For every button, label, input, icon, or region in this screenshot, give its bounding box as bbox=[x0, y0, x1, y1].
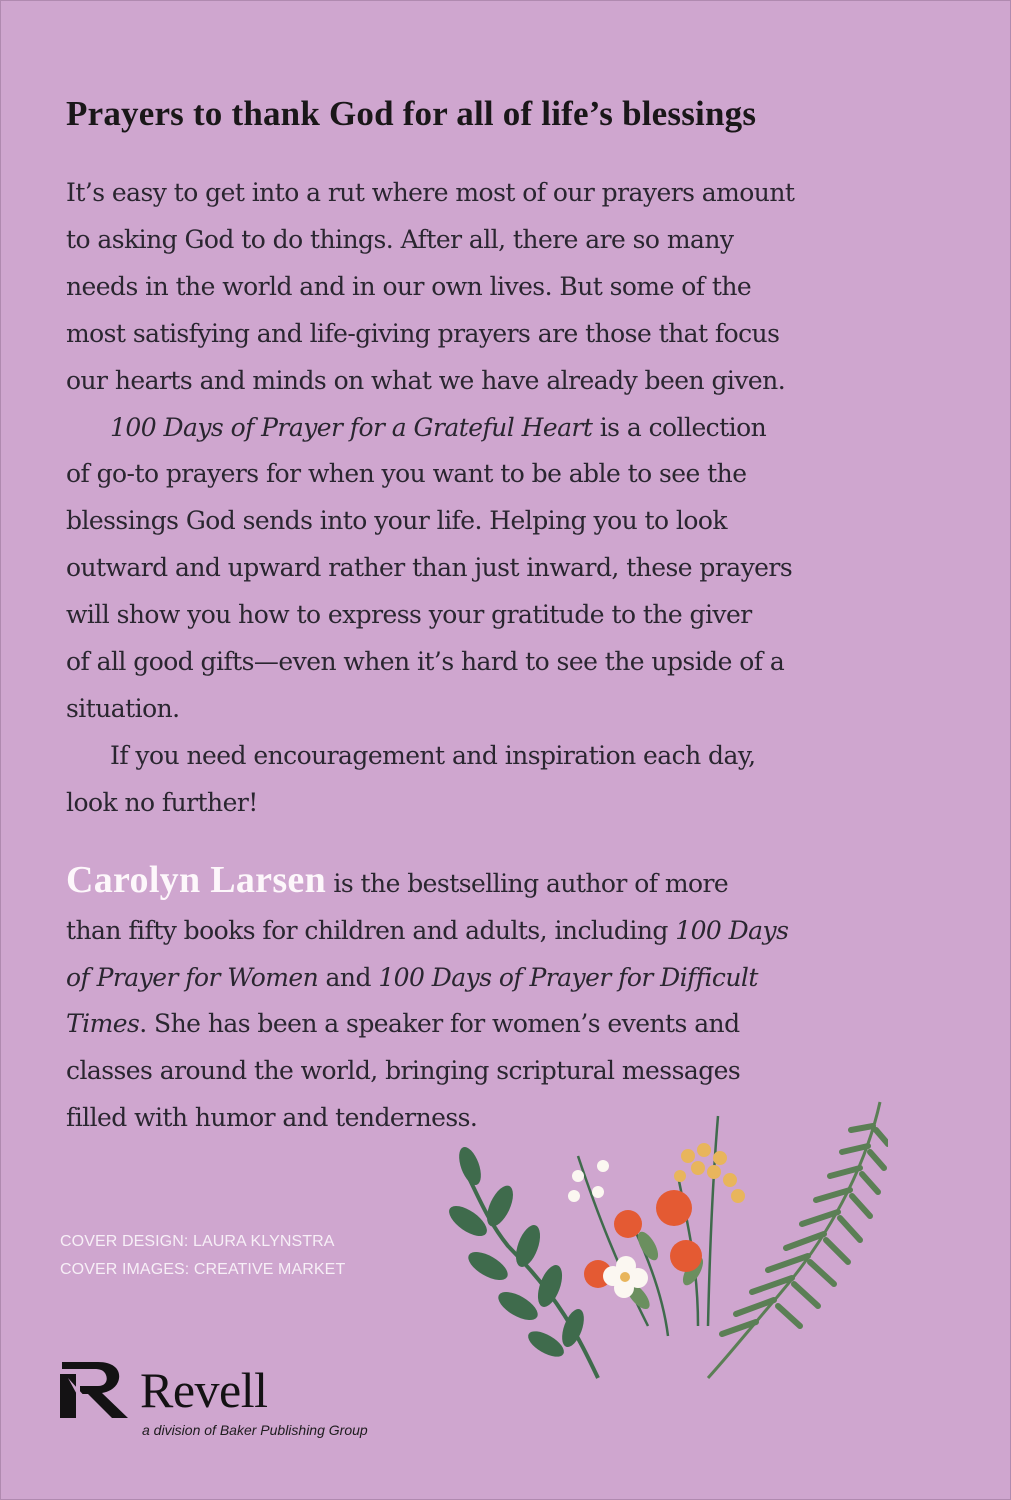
description-line: will show you how to express your gratitude to the giver bbox=[66, 600, 752, 630]
description-line: blessings God sends into your life. Helping you to look bbox=[66, 506, 727, 536]
author-bio-text: . She has been a speaker for women’s events and bbox=[139, 1009, 740, 1039]
description-line: our hearts and minds on what we have already been given. bbox=[66, 365, 786, 395]
description-line: It’s easy to get into a rut where most of our prayers amount bbox=[66, 178, 795, 207]
book-title: of Prayer for Women bbox=[66, 962, 319, 992]
description-text: is a collection bbox=[592, 412, 767, 442]
description-line bbox=[66, 405, 866, 452]
cover-images-credit: COVER IMAGES: CREATIVE MARKET bbox=[60, 1261, 346, 1278]
publisher-division: a division of Baker Publishing Group bbox=[142, 1422, 368, 1438]
revell-logo-icon bbox=[58, 1356, 134, 1420]
flower-stems-icon bbox=[578, 1116, 718, 1336]
book-title: 100 Days of Prayer for a Grateful Heart bbox=[110, 412, 593, 442]
author-bio-line: classes around the world, bringing scriptural messages bbox=[66, 1056, 741, 1086]
description-line: of all good gifts—even when it’s hard to see the upside of a bbox=[66, 647, 785, 677]
description-line: look no further! bbox=[66, 787, 258, 817]
description bbox=[66, 170, 866, 1142]
author-bio-text: and bbox=[318, 962, 379, 992]
author-bio-line: filled with humor and tenderness. bbox=[66, 1103, 478, 1133]
author-bio-line bbox=[66, 1001, 866, 1048]
author-bio-text: is the bestselling author of more bbox=[326, 868, 729, 898]
description-line: to asking God to do things. After all, there are so many bbox=[66, 224, 734, 254]
floral-illustration bbox=[448, 1096, 888, 1386]
cover-credits bbox=[60, 1228, 345, 1284]
author-bio-line bbox=[66, 955, 866, 1002]
description-line: outward and upward rather than just inward, these prayers bbox=[66, 553, 793, 583]
author-name: Carolyn Larsen bbox=[66, 858, 327, 901]
cover-design-credit: COVER DESIGN: LAURA KLYNSTRA bbox=[60, 1233, 335, 1250]
fern-icon bbox=[708, 1102, 888, 1378]
author-bio-text: than fifty books for children and adults, including bbox=[66, 915, 676, 945]
publisher-block bbox=[58, 1356, 398, 1446]
book-title: Times bbox=[66, 1009, 140, 1039]
description-line: of go-to prayers for when you want to be able to see the bbox=[66, 459, 747, 489]
headline: Prayers to thank God for all of life’s blessings bbox=[66, 94, 757, 133]
description-line: If you need encouragement and inspiration each day, bbox=[110, 740, 756, 770]
description-line: most satisfying and life-giving prayers are those that focus bbox=[66, 318, 780, 348]
description-line: needs in the world and in our own lives. But some of the bbox=[66, 271, 752, 301]
spacer bbox=[66, 827, 866, 857]
description-line: situation. bbox=[66, 693, 180, 723]
book-title: 100 Days bbox=[675, 915, 789, 945]
book-title: 100 Days of Prayer for Difficult bbox=[378, 962, 758, 992]
author-bio-line bbox=[66, 908, 866, 955]
publisher-name: Revell bbox=[140, 1362, 268, 1418]
author-bio-line bbox=[66, 857, 866, 908]
